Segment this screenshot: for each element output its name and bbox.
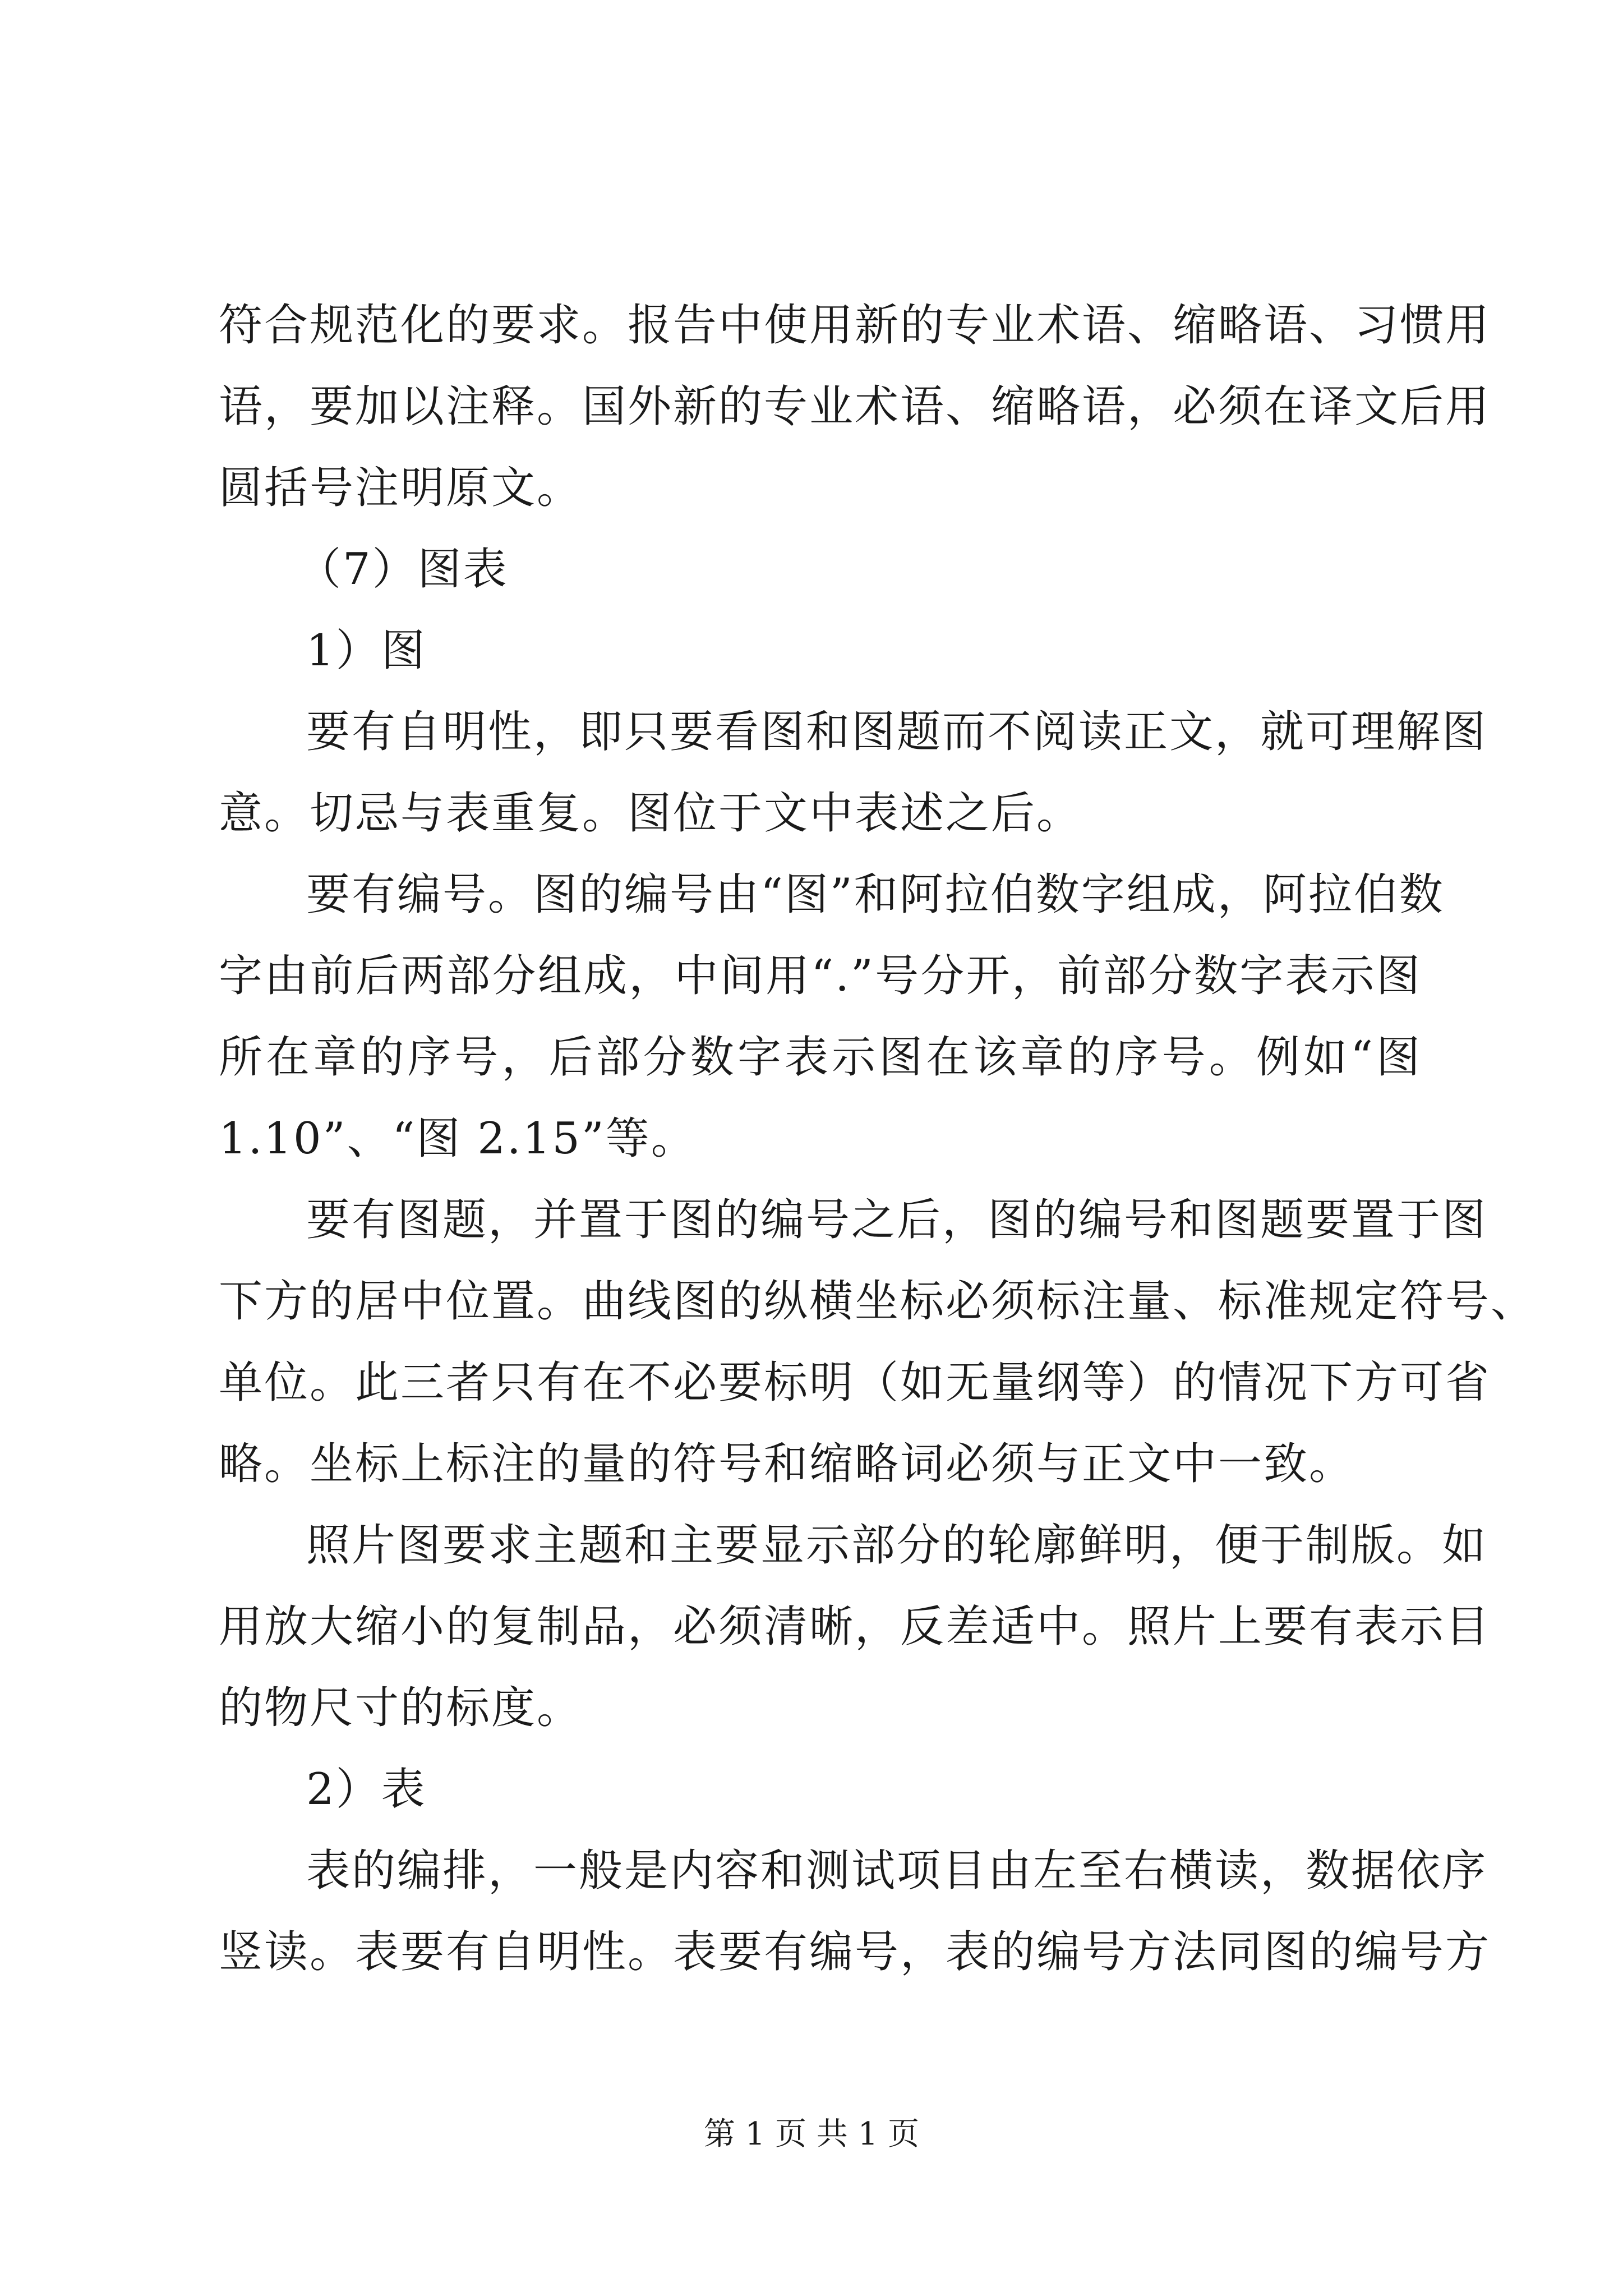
text-line: 意。切忌与表重复。图位于文中表述之后。: [219, 788, 1082, 839]
text-line: 竖读。表要有自明性。表要有编号，表的编号方法同图的编号方: [219, 1927, 1491, 1977]
text-line: 1.10”、“图 2.15”等。: [219, 1114, 697, 1164]
text-line: 语，要加以注释。国外新的专业术语、缩略语，必须在译文后用: [219, 381, 1491, 432]
text-line: 要有自明性，即只要看图和图题而不阅读正文，就可理解图: [306, 707, 1488, 757]
text-line: 的物尺寸的标度。: [219, 1683, 583, 1733]
text-line: 要有编号。图的编号由“图”和阿拉伯数字组成，阿拉伯数: [306, 869, 1445, 920]
text-line: 字由前后两部分组成，中间用“.”号分开，前部分数字表示图: [219, 951, 1422, 1001]
section-heading: （7）图表: [297, 544, 509, 595]
text-line: 用放大缩小的复制品，必须清晰，反差适中。照片上要有表示目: [219, 1602, 1491, 1652]
text-line: 要有图题，并置于图的编号之后，图的编号和图题要置于图: [306, 1195, 1488, 1245]
text-line: 所在章的序号，后部分数字表示图在该章的序号。例如“图: [219, 1032, 1422, 1083]
text-line: 单位。此三者只有在不必要标明（如无量纲等）的情况下方可省: [219, 1358, 1491, 1408]
subsection-heading: 2）表: [306, 1764, 427, 1815]
text-line: 圆括号注明原文。: [219, 463, 583, 513]
text-line: 表的编排，一般是内容和测试项目由左至右横读，数据依序: [306, 1846, 1488, 1896]
text-line: 略。坐标上标注的量的符号和缩略词必须与正文中一致。: [219, 1439, 1355, 1489]
subsection-heading: 1）图: [306, 625, 427, 676]
page-number-footer: 第 1 页 共 1 页: [703, 2116, 920, 2152]
text-line: 符合规范化的要求。报告中使用新的专业术语、缩略语、习惯用: [219, 300, 1491, 351]
text-line: 下方的居中位置。曲线图的纵横坐标必须标注量、标准规定符号、: [219, 1276, 1537, 1327]
text-line: 照片图要求主题和主要显示部分的轮廓鲜明，便于制版。如: [306, 1520, 1488, 1571]
